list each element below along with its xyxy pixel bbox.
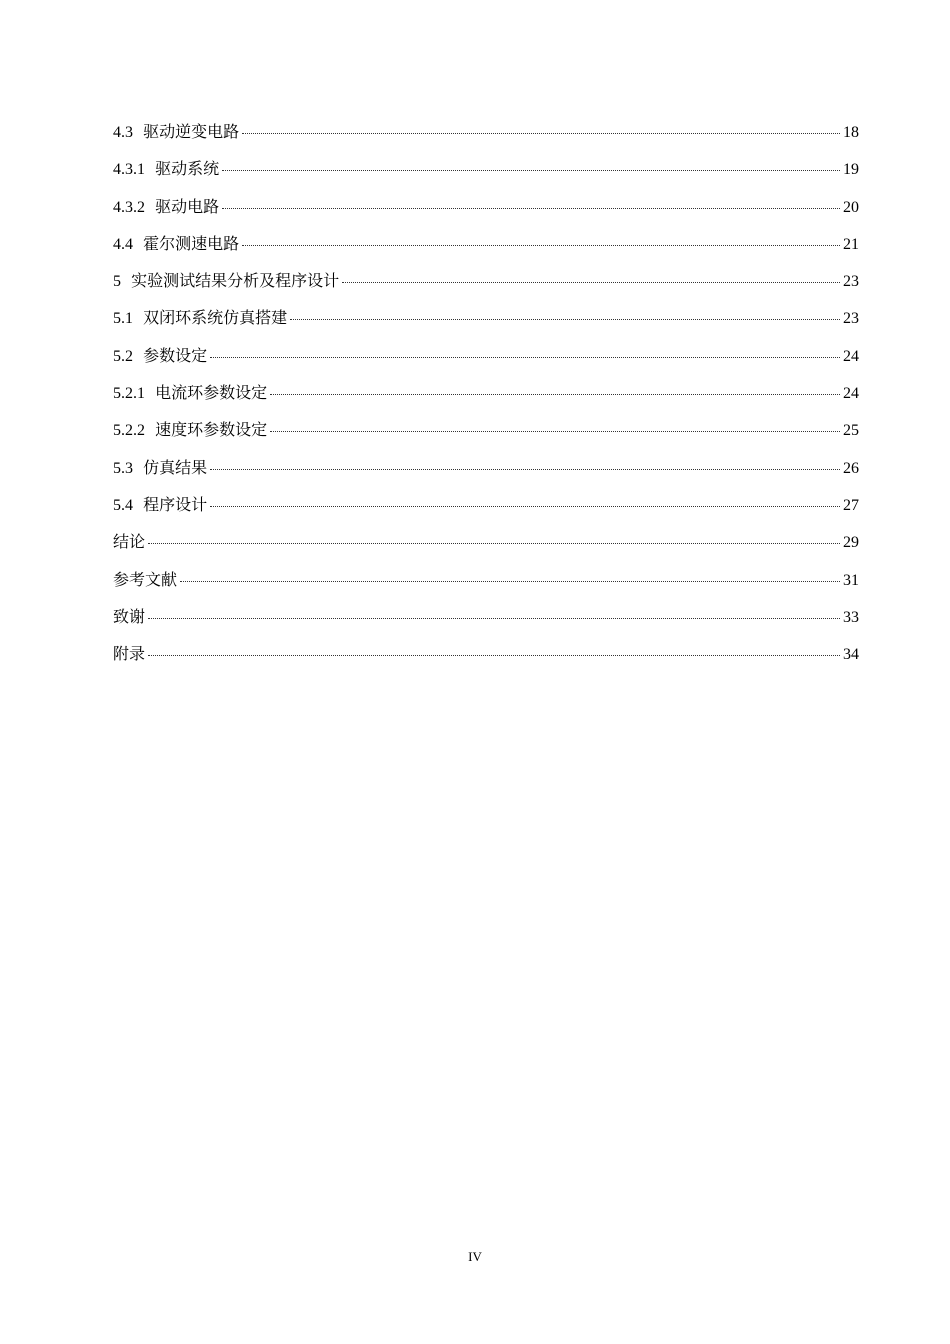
toc-page-number: 34 [843, 646, 859, 664]
toc-entry-appendix[interactable] [113, 642, 859, 679]
toc-entry-label [113, 306, 289, 331]
toc-entry-label [113, 344, 209, 369]
toc-page-number: 33 [843, 608, 859, 626]
toc-page-number: 25 [843, 422, 859, 440]
toc-entry-references[interactable] [113, 568, 859, 605]
toc-entry-label [113, 232, 241, 257]
toc-section-number: 5 [113, 273, 121, 291]
toc-entry-conclusion[interactable] [113, 530, 859, 567]
toc-section-title: 参数设定 [143, 345, 208, 365]
toc-section-number: 5.3 [113, 459, 133, 477]
toc-section-number: 4.3 [113, 124, 133, 141]
toc-dot-leader [242, 117, 840, 134]
toc-section-number: 4.3.1 [113, 161, 145, 179]
toc-section-title: 程序设计 [143, 494, 208, 514]
toc-dot-leader [222, 192, 840, 209]
toc-section-number: 5.2 [113, 347, 133, 365]
toc-section-number: 4.4 [113, 235, 133, 253]
table-of-contents [113, 120, 859, 679]
toc-entry-label [113, 381, 269, 406]
toc-entry-5-1[interactable] [113, 306, 859, 343]
toc-section-title: 实验测试结果分析及程序设计 [131, 271, 340, 291]
toc-section-title: 仿真结果 [143, 457, 208, 477]
toc-page-number: 31 [843, 571, 859, 589]
toc-section-number: 5.2.1 [113, 385, 145, 403]
toc-page-number: 19 [843, 161, 859, 179]
toc-dot-leader [148, 602, 840, 619]
toc-entry-acknowledgements[interactable] [113, 605, 859, 642]
toc-section-title: 致谢 [113, 606, 146, 626]
toc-section-title: 参考文献 [113, 569, 178, 589]
toc-page-number: 27 [843, 496, 859, 514]
toc-page-number: 24 [843, 347, 859, 365]
toc-entry-label [113, 157, 221, 182]
toc-entry-5-2-1[interactable] [113, 381, 859, 418]
toc-entry-5-2-2[interactable] [113, 418, 859, 455]
toc-entry-label [113, 456, 209, 481]
toc-dot-leader [290, 303, 840, 320]
toc-page-number: 29 [843, 534, 859, 552]
toc-entry-label [113, 418, 269, 443]
toc-section-number: 5.1 [113, 310, 133, 328]
toc-entry-label [113, 493, 209, 518]
toc-section-title: 结论 [113, 532, 146, 552]
toc-page-number: 26 [843, 459, 859, 477]
toc-dot-leader [242, 229, 840, 246]
toc-section-title: 速度环参数设定 [155, 420, 268, 440]
toc-section-number: 5.2.2 [113, 422, 145, 440]
toc-section-title: 驱动电路 [155, 196, 220, 216]
toc-dot-leader [342, 266, 840, 283]
toc-entry-5-4[interactable] [113, 493, 859, 530]
toc-entry-4-4[interactable] [113, 232, 859, 269]
toc-page-number: 20 [843, 198, 859, 216]
toc-section-title: 电流环参数设定 [155, 383, 268, 403]
toc-page-number: 23 [843, 273, 859, 291]
toc-dot-leader [148, 527, 840, 544]
page-number-footer: IV [468, 1249, 482, 1264]
toc-entry-label [113, 120, 241, 145]
toc-dot-leader [148, 639, 840, 656]
toc-dot-leader [270, 415, 840, 432]
toc-section-title: 驱动逆变电路 [143, 122, 240, 141]
toc-section-title: 双闭环系统仿真搭建 [143, 308, 288, 328]
toc-page-number: 18 [843, 124, 859, 141]
toc-page-number: 24 [843, 385, 859, 403]
toc-section-title: 驱动系统 [155, 159, 220, 179]
toc-entry-5-3[interactable] [113, 456, 859, 493]
toc-dot-leader [180, 565, 840, 582]
toc-section-title: 附录 [113, 644, 146, 664]
toc-section-title: 霍尔测速电路 [143, 233, 240, 253]
toc-entry-5[interactable] [113, 269, 859, 306]
toc-entry-4-3-2[interactable] [113, 195, 859, 232]
toc-page-number: 23 [843, 310, 859, 328]
toc-dot-leader [210, 490, 840, 507]
toc-section-number: 4.3.2 [113, 198, 145, 216]
toc-entry-label [113, 269, 341, 294]
toc-entry-4-3[interactable] [113, 120, 859, 157]
toc-section-number: 5.4 [113, 496, 133, 514]
toc-dot-leader [210, 341, 840, 358]
toc-entry-4-3-1[interactable] [113, 157, 859, 194]
toc-dot-leader [222, 154, 840, 171]
toc-entry-label [113, 195, 221, 220]
toc-page-number: 21 [843, 235, 859, 253]
toc-dot-leader [270, 378, 840, 395]
toc-dot-leader [210, 453, 840, 470]
toc-entry-5-2[interactable] [113, 344, 859, 381]
